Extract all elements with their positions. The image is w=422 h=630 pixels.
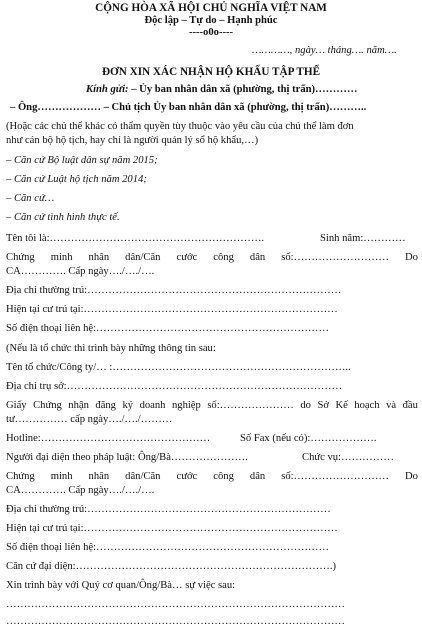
position-field: Chức vụ:…………… — [302, 452, 394, 463]
reg-word: đăng — [95, 400, 116, 411]
id-number-field: số:……………………… — [281, 252, 389, 263]
rep-permanent-address-field: Địa chỉ thường trú:…………………………………………………………… — [6, 504, 331, 515]
id-word: minh — [50, 471, 73, 482]
permanent-address-field: Địa chỉ thường trú:……………………………………………………………… — [6, 285, 342, 296]
reg-word: do — [300, 400, 311, 411]
reg-word: Chứng — [33, 400, 62, 411]
request-statement: Xin trình bày với Quý cơ quan/Ông/Bà… sự việc sau: — [6, 580, 236, 591]
organization-name-field: Tên tổ chức/Công ty/… :………………………………………………………….. — [6, 362, 351, 373]
reg-word: Giấy — [6, 400, 27, 411]
recipient-note-1: (Hoặc các chủ thể khác có thẩm quyền tùy thuộc vào yêu cầu của chủ thể làm đơn — [6, 121, 354, 132]
reg-word: Sở — [317, 400, 329, 411]
reg-word: ký — [122, 400, 134, 411]
reg-word: nghiệp — [171, 400, 201, 411]
id-word: cước — [176, 252, 198, 263]
id-word: Do — [405, 471, 418, 482]
reg-word: và — [386, 400, 397, 411]
id-word: nhân — [88, 252, 110, 263]
current-address-field: Hiện tại cư trú tại:……………………………………………………………… — [6, 304, 338, 315]
recipient-note-2: như cán bộ hộ tịch, hay chỉ là người quản lý sổ hộ khẩu,…) — [6, 135, 259, 146]
id-word: cước — [176, 471, 198, 482]
legal-basis-1: – Căn cứ Bộ luật dân sự năm 2015; — [6, 155, 158, 166]
rep-id-row — [6, 471, 418, 483]
recipient-block — [86, 84, 357, 96]
blank-line-1: …………………………………………………………………………………… — [6, 599, 345, 610]
id-word: dân/Căn — [125, 252, 161, 263]
legal-basis-3: – Căn cứ… — [6, 193, 55, 204]
id-number-field: số:……………………… — [281, 471, 389, 482]
id-word: công — [213, 252, 234, 263]
organization-note: (Nếu là tổ chức thì trình bày những thông tin sau: — [6, 343, 216, 354]
registration-row — [6, 400, 418, 412]
country-header: CỘNG HÒA XÃ HỘI CHỦ NGHĨA VIỆT NAM — [95, 2, 327, 14]
rep-current-address-field: Hiện tại cư trú tại:……………………………………………………………… — [6, 523, 338, 534]
name-row — [6, 233, 418, 245]
id-word: dân — [249, 471, 266, 482]
reg-word: hoạch — [354, 400, 380, 411]
id-word: minh — [50, 252, 73, 263]
motto: Độc lập – Tự do – Hạnh phúc — [144, 15, 278, 26]
legal-basis-2: – Căn cứ Luật hộ tịch năm 2014; — [6, 174, 147, 185]
legal-basis-4: – Căn cứ tình hình thực tế. — [6, 212, 120, 223]
id-row — [6, 252, 418, 264]
representative-row — [6, 452, 418, 464]
rep-id-issue-date: CA…………. Cấp ngày…./…./…. — [6, 485, 155, 496]
id-issue-date: CA…………. Cấp ngày…./…./…. — [6, 266, 155, 277]
id-word: Chứng — [6, 252, 35, 263]
id-word: dân/Căn — [125, 471, 161, 482]
id-word: Chứng — [6, 471, 35, 482]
phone-field: Số điện thoại liên hệ:………………………………………………………… — [6, 323, 330, 334]
separator: ----o0o---- — [188, 27, 234, 38]
representation-basis-field: Căn cứ đại diện:……………………………………………………………….) — [6, 561, 337, 572]
recipient-line-2: – Ông……………… – Chủ tịch Ủy ban nhân dân xã (phường, thị trấn)……….. — [10, 102, 367, 113]
hotline-field: Hotline:………………………………………… — [6, 433, 211, 444]
document-title: ĐƠN XIN XÁC NHẬN HỘ KHẨU TẬP THỂ — [101, 66, 321, 78]
id-word: công — [213, 471, 234, 482]
organization-address-field: Địa chỉ trụ sở:…………………………………………………………………… — [6, 381, 343, 392]
reg-word: đầu — [402, 400, 418, 411]
recipient-label: Kính gửi: — [86, 84, 129, 95]
rep-phone-field: Số điện thoại liên hệ:………………………………………………………… — [6, 542, 330, 553]
blank-line-2: …………………………………………………………………………………… — [6, 616, 345, 627]
id-word: Do — [405, 252, 418, 263]
recipient-line-1: – Ủy ban nhân dân xã (phường, thị trấn)………… — [131, 84, 358, 95]
name-field: Tên tôi là:……………………………………………………. — [6, 233, 265, 244]
fax-field: Số Fax (nếu có):………………. — [240, 433, 377, 444]
reg-word: nhận — [68, 400, 89, 411]
registration-issue-date: tư…………… cấp ngày…./…./……… — [6, 414, 173, 425]
id-word: nhân — [88, 471, 110, 482]
reg-word: doanh — [139, 400, 166, 411]
birth-year-field: Sinh năm:………… — [320, 233, 406, 244]
representative-field: Người đại diện theo pháp luật: Ông/Bà…………………. — [6, 452, 248, 463]
reg-word: Kế — [335, 400, 348, 411]
hotline-row — [6, 433, 418, 445]
date-line: …………, ngày… tháng…. năm…. — [252, 45, 397, 56]
id-word: dân — [249, 252, 266, 263]
registration-number-field: số:………………… — [207, 400, 294, 411]
